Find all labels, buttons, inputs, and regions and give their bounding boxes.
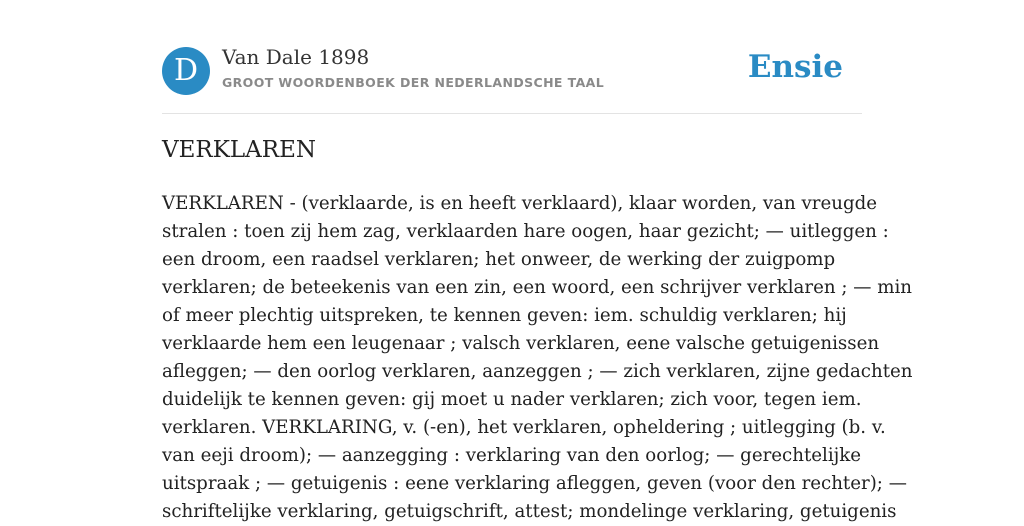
definition-line: stralen : toen zij hem zag, verklaarden hare oogen, haar gezicht; — uitleggen : — [162, 221, 889, 242]
definition-line: verklaarde hem een leugenaar ; valsch verklaren, eene valsche getuigenissen — [162, 333, 880, 354]
definition-line: verklaren. VERKLARING, v. (-en), het verklaren, opheldering ; uitlegging (b. v. — [162, 417, 886, 438]
definition-line: van eeji droom); — aanzegging : verklaring van den oorlog; — gerechtelijke — [162, 445, 862, 466]
site-header — [162, 0, 862, 114]
ensie-logo[interactable]: Ensie — [747, 49, 843, 85]
definition-line: een droom, een raadsel verklaren; het onweer, de werking der zuigpomp — [162, 249, 836, 270]
definition-line: verklaren; de beteekenis van een zin, een woord, een schrijver verklaren ; — min — [162, 277, 912, 298]
definition-line: schriftelijke verklaring, getuigschrift, attest; mondelinge verklaring, getuigenis — [162, 501, 897, 522]
definition-line: afleggen; — den oorlog verklaren, aanzeggen ; — zich verklaren, zijne gedachten — [162, 361, 913, 382]
definition-line: uitspraak ; — getuigenis : eene verklaring afleggen, geven (voor den rechter); — — [162, 473, 907, 494]
definition-text — [162, 190, 913, 526]
headword: VERKLAREN — [162, 137, 317, 163]
dictionary-title[interactable]: Van Dale 1898 — [222, 45, 370, 69]
definition-line: of meer plechtig uitspreken, te kennen geven: iem. schuldig verklaren; hij — [162, 305, 847, 326]
definition-line: VERKLAREN - (verklaarde, is en heeft verklaard), klaar worden, van vreugde — [162, 193, 878, 214]
dictionary-subtitle: GROOT WOORDENBOEK DER NEDERLANDSCHE TAAL — [222, 75, 605, 90]
definition-line: duidelijk te kennen geven: gij moet u nader verklaren; zich voor, tegen iem. — [162, 389, 862, 410]
dictionary-avatar[interactable]: D — [162, 47, 210, 95]
page — [162, 0, 913, 522]
